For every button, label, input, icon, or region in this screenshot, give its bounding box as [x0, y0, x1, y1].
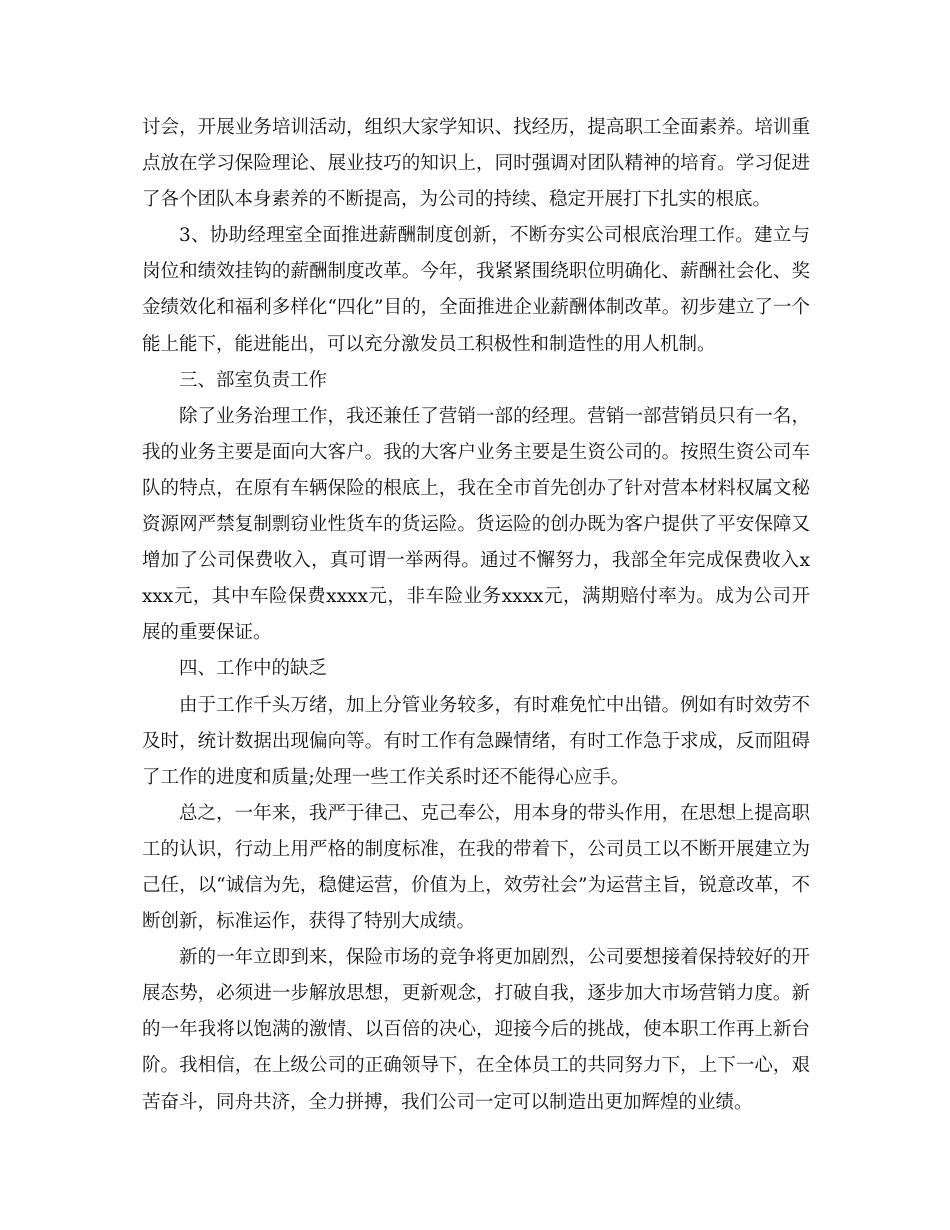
document-page [142, 110, 810, 1121]
paragraph-salary-reform: 3、协助经理室全面推进薪酬制度创新，不断夯实公司根底治理工作。建立与岗位和绩效挂钩的薪酬制度改革。今年，我紧紧围绕职位明确化、薪酬社会化、奖金绩效化和福利多样化“四化”目的，全面推进企业薪酬体制改革。初步建立了一个能上能下，能进能出，可以充分激发员工积极性和制造性的用人机制。 [142, 225, 810, 355]
paragraph-shortcomings: 由于工作千头万绪，加上分管业务较多，有时难免忙中出错。例如有时效劳不及时，统计数据出现偏向等。有时工作有急躁情绪，有时工作急于求成，反而阻碍了工作的进度和质量;处理一些工作关系时还不能得心应手。 [142, 694, 810, 788]
section-heading-department-work: 三、部室负责工作 [179, 369, 328, 391]
paragraph-department-work: 除了业务治理工作，我还兼任了营销一部的经理。营销一部营销员只有一名，我的业务主要是面向大客户。我的大客户业务主要是生资公司的。按照生资公司车队的特点，在原有车辆保险的根底上，我在全市首先创办了针对营本材料权属文秘资源网严禁复制剽窃业性货车的货运险。货运险的创办既为客户提供了平安保障又增加了公司保费收入，真可谓一举两得。通过不懈努力，我部全年完成保费收入xxxx元，其中车险保费xxxx元，非车险业务xxxx元，满期赔付率为。成为公司开展的重要保证。 [142, 405, 810, 644]
paragraph-summary: 总之，一年来，我严于律己、克己奉公，用本身的带头作用，在思想上提高职工的认识，行动上用严格的制度标准，在我的带着下，公司员工以不断开展建立为己任，以“诚信为先，稳健运营，价值为上，效劳社会”为运营主旨，锐意改革，不断创新，标准运作，获得了特别大成绩。 [142, 802, 810, 933]
paragraph-outlook: 新的一年立即到来，保险市场的竞争将更加剧烈，公司要想接着保持较好的开展态势，必须进一步解放思想，更新观念，打破自我，逐步加大市场营销力度。新的一年我将以饱满的激情、以百倍的决心，迎接今后的挑战，使本职工作再上新台阶。我相信，在上级公司的正确领导下，在全体员工的共同努力下，上下一心，艰苦奋斗，同舟共济，全力拼搏，我们公司一定可以制造出更加辉煌的业绩。 [142, 947, 810, 1113]
section-heading-shortcomings: 四、工作中的缺乏 [179, 658, 328, 680]
paragraph-training: 讨会，开展业务培训活动，组织大家学知识、找经历，提高职工全面素养。培训重点放在学习保险理论、展业技巧的知识上，同时强调对团队精神的培育。学习促进了各个团队本身素养的不断提高，为公司的持续、稳定开展打下扎实的根底。 [142, 117, 810, 211]
